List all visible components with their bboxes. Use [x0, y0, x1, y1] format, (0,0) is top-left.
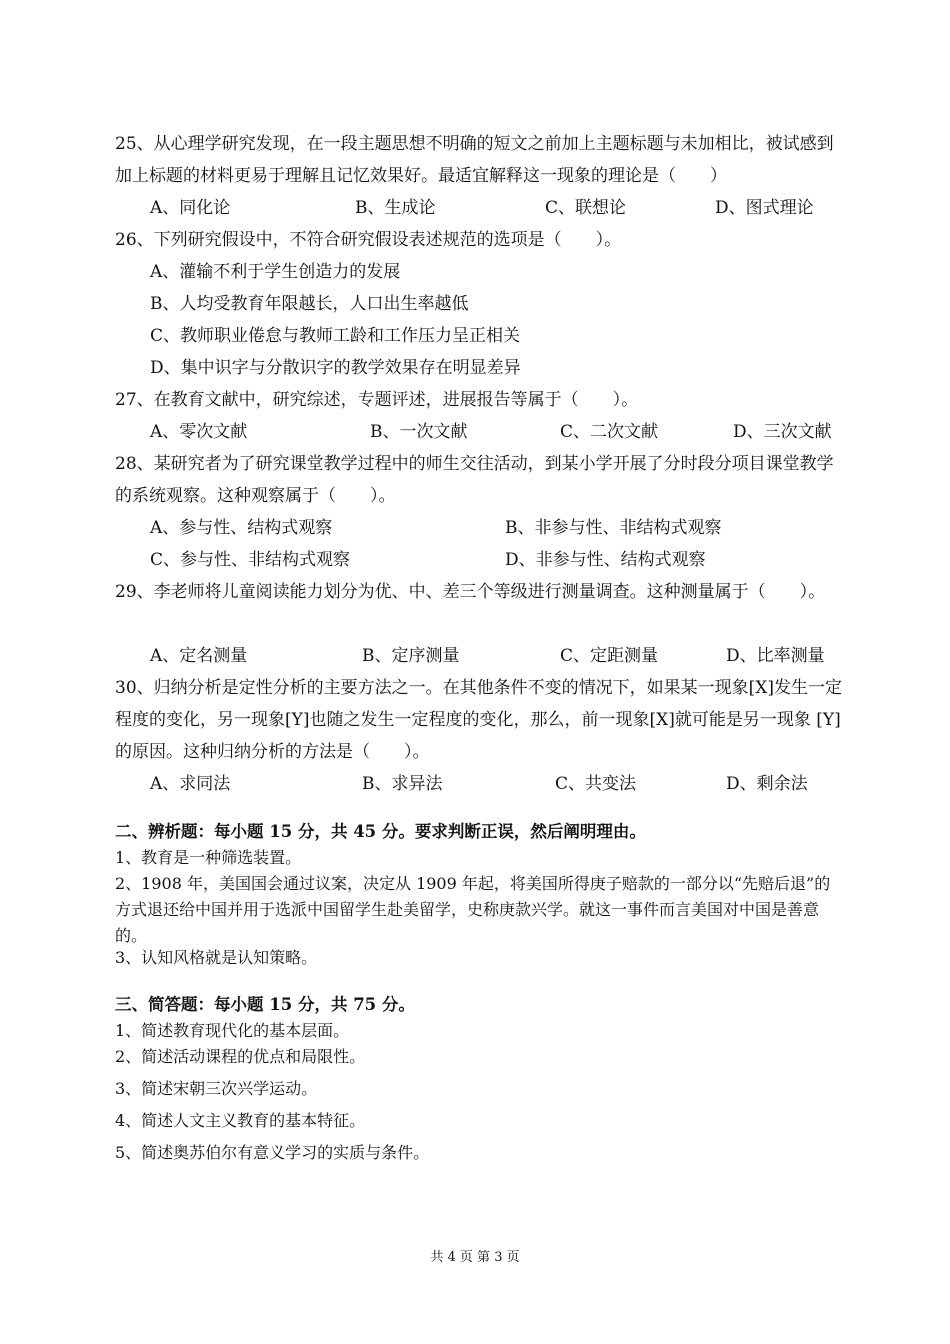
question-27	[115, 384, 850, 416]
option-c: C、定距测量	[560, 646, 659, 666]
option-b: B、非参与性、非结构式观察	[505, 518, 722, 538]
page-footer: 共 4 页 第 3 页	[430, 1250, 520, 1265]
option-d: D、图式理论	[715, 198, 814, 218]
section-title-short-answer: 三、简答题：每小题 15 分，共 75 分。	[115, 995, 415, 1014]
option-a: A、零次文献	[150, 422, 248, 442]
option-a: A、参与性、结构式观察	[150, 518, 333, 538]
question-26	[115, 224, 850, 256]
option-c: C、教师职业倦怠与教师工龄和工作压力呈正相关	[150, 326, 521, 346]
question-28	[115, 448, 850, 512]
list-item: 3、认知风格就是认知策略。	[115, 948, 318, 967]
option-c: C、参与性、非结构式观察	[150, 550, 351, 570]
option-a: A、定名测量	[150, 646, 248, 666]
option-b: B、人均受教育年限越长，人口出生率越低	[150, 294, 469, 314]
question-stem: 28、某研究者为了研究课堂教学过程中的师生交往活动，到某小学开展了分时段分项目课堂教学的系统观察。这种观察属于（ ）。	[115, 454, 834, 506]
list-item: 1、简述教育现代化的基本层面。	[115, 1021, 350, 1040]
option-b: B、生成论	[355, 198, 436, 218]
option-b: B、定序测量	[362, 646, 460, 666]
question-29	[115, 576, 850, 608]
section-title-analysis: 二、辨析题：每小题 15 分，共 45 分。要求判断正误，然后阐明理由。	[115, 822, 646, 841]
option-d: D、集中识字与分散识字的教学效果存在明显差异	[150, 358, 521, 378]
question-stem: 25、从心理学研究发现，在一段主题思想不明确的短文之前加上主题标题与未加相比，被试感到加上标题的材料更易于理解且记忆效果好。最适宜解释这一现象的理论是（ ）	[115, 134, 834, 186]
question-stem: 26、下列研究假设中，不符合研究假设表述规范的选项是（ ）。	[115, 230, 622, 250]
question-30	[115, 672, 850, 768]
list-item: 5、简述奥苏伯尔有意义学习的实质与条件。	[115, 1143, 430, 1162]
option-c: C、共变法	[555, 774, 637, 794]
option-a: A、求同法	[150, 774, 231, 794]
option-b: B、求异法	[362, 774, 443, 794]
list-item: 2、1908 年，美国国会通过议案，决定从 1909 年起，将美国所得庚子赔款的一部分以“先赔后退”的方式退还给中国并用于选派中国留学生赴美留学，史称庚款兴学。就这一事件而言美国对中国是善意的。	[115, 874, 831, 945]
option-a: A、灌输不利于学生创造力的发展	[150, 262, 401, 282]
option-d: D、剩余法	[726, 774, 808, 794]
list-item: 1、教育是一种筛选装置。	[115, 848, 302, 867]
option-c: C、二次文献	[560, 422, 659, 442]
question-stem: 29、李老师将儿童阅读能力划分为优、中、差三个等级进行测量调查。这种测量属于（ ）。	[115, 582, 826, 602]
option-c: C、联想论	[545, 198, 627, 218]
option-d: D、三次文献	[733, 422, 832, 442]
option-d: D、比率测量	[726, 646, 825, 666]
question-stem: 27、在教育文献中，研究综述，专题评述，进展报告等属于（ ）。	[115, 390, 639, 410]
list-item: 2、简述活动课程的优点和局限性。	[115, 1047, 366, 1066]
list-item: 3、简述宋朝三次兴学运动。	[115, 1079, 318, 1098]
option-d: D、非参与性、结构式观察	[505, 550, 706, 570]
option-b: B、一次文献	[370, 422, 468, 442]
list-item: 4、简述人文主义教育的基本特征。	[115, 1111, 366, 1130]
question-25	[115, 128, 850, 192]
option-a: A、同化论	[150, 198, 231, 218]
question-stem: 30、归纳分析是定性分析的主要方法之一。在其他条件不变的情况下，如果某一现象[X]发生一定程度的变化，另一现象[Y]也随之发生一定程度的变化，那么，前一现象[X]就可能是另一现象 [Y] 的原因。这种归纳分析的方法是（ ）。	[115, 678, 842, 762]
